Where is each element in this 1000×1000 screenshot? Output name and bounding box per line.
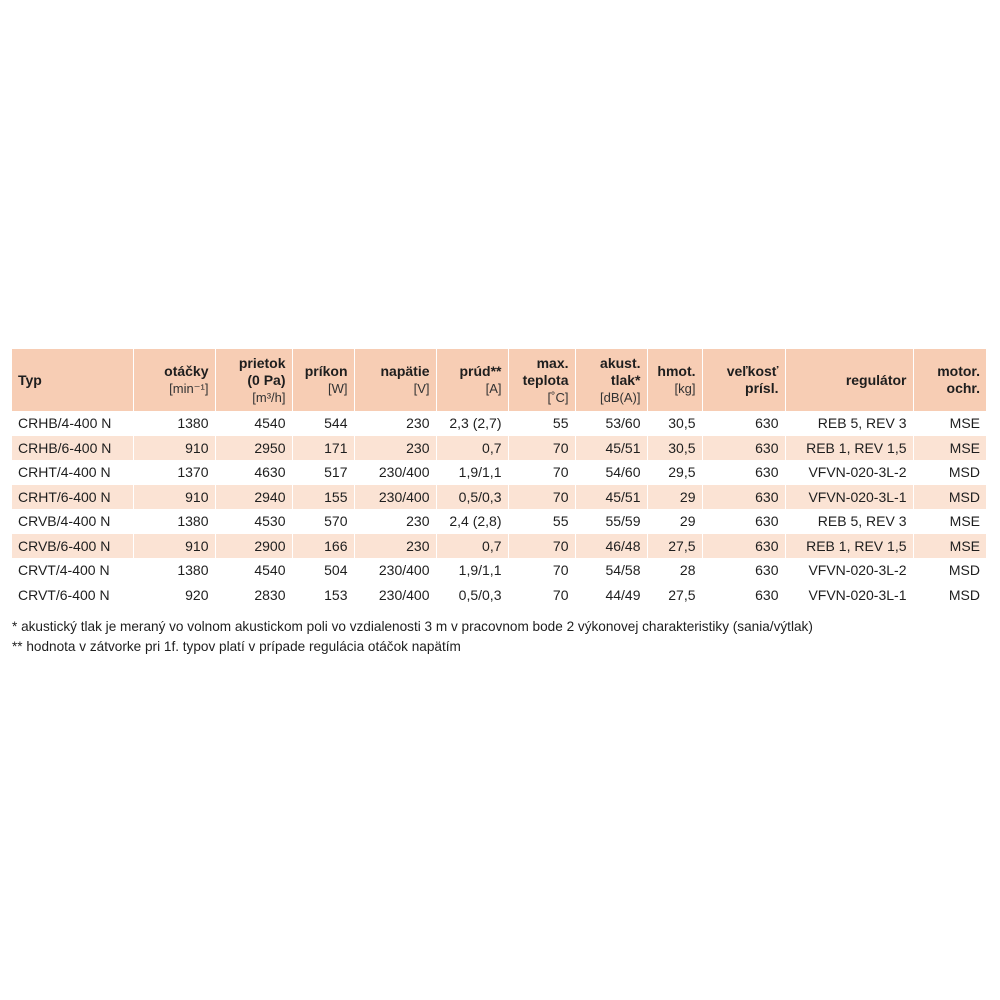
column-header [354, 349, 436, 411]
table-cell: VFVN-020-3L-2 [785, 558, 913, 583]
table-cell: 4630 [215, 460, 292, 485]
column-header-name: napätie [380, 363, 430, 379]
table-cell: MSE [913, 534, 986, 559]
table-cell: 45/51 [575, 436, 647, 461]
table-cell: 230 [354, 436, 436, 461]
table-header-row [12, 349, 986, 411]
table-cell: CRHT/6-400 N [12, 485, 133, 510]
column-header-unit: [W] [328, 381, 348, 396]
column-header-name: prúd** [459, 363, 502, 379]
column-header [508, 349, 575, 411]
table-cell: 29 [647, 509, 702, 534]
spec-table-wrap [12, 349, 986, 607]
table-cell: 910 [133, 485, 215, 510]
table-cell: 30,5 [647, 436, 702, 461]
footnotes [12, 617, 982, 657]
table-cell: 1380 [133, 558, 215, 583]
table-cell: 2,3 (2,7) [436, 411, 508, 436]
column-header-unit: [m³/h] [252, 389, 286, 405]
table-cell: 230/400 [354, 460, 436, 485]
table-cell: 630 [702, 534, 785, 559]
table-cell: MSD [913, 485, 986, 510]
table-cell: MSE [949, 513, 980, 530]
table-cell: 0,7 [436, 534, 508, 559]
table-cell: VFVN-020-3L-1 [785, 485, 913, 510]
table-cell: 0,5/0,3 [436, 485, 508, 510]
table-cell: REB 5, REV 3 [785, 509, 913, 534]
table-cell: 70 [508, 460, 575, 485]
table-cell: 54/60 [575, 460, 647, 485]
table-cell: 504 [292, 558, 354, 583]
table-cell: 30,5 [647, 411, 702, 436]
table-cell: MSE [913, 436, 986, 461]
table-cell: VFVN-020-3L-1 [785, 583, 913, 608]
table-cell: 46/48 [575, 534, 647, 559]
table-cell: 2830 [215, 583, 292, 608]
table-cell: CRVB/4-400 N [12, 509, 133, 534]
table-cell: 570 [292, 509, 354, 534]
table-cell: 55 [508, 509, 575, 534]
table-cell: 630 [702, 485, 785, 510]
table-cell: 2950 [215, 436, 292, 461]
table-cell: 45/51 [575, 485, 647, 510]
table-cell: 1370 [133, 460, 215, 485]
table-cell: 155 [292, 485, 354, 510]
table-row [12, 411, 986, 436]
column-header-name: veľkosť prísl. [726, 363, 779, 396]
column-header-name: max. teplota [522, 354, 569, 388]
table-cell: REB 1, REV 1,5 [785, 534, 913, 559]
column-header [575, 349, 647, 411]
table-cell: 0,5/0,3 [436, 583, 508, 608]
table-cell: 230 [354, 509, 436, 534]
table-cell: 171 [292, 436, 354, 461]
table-row [12, 509, 986, 534]
column-header-unit: [dB(A)] [600, 389, 641, 405]
table-cell: 70 [508, 485, 575, 510]
table-cell: 230/400 [354, 558, 436, 583]
table-cell: 630 [702, 436, 785, 461]
table-cell: 0,7 [436, 436, 508, 461]
table-cell: CRVT/6-400 N [12, 583, 133, 608]
column-header-name: regulátor [845, 371, 907, 388]
table-cell: 230 [354, 411, 436, 436]
table-row [12, 436, 986, 461]
table-cell: 4540 [215, 411, 292, 436]
table-cell: CRHT/4-400 N [12, 460, 133, 485]
table-cell: 166 [292, 534, 354, 559]
table-cell: 70 [508, 583, 575, 608]
table-cell: CRHB/4-400 N [12, 411, 133, 436]
table-cell: 920 [133, 583, 215, 608]
column-header-unit: [˚C] [547, 389, 569, 405]
column-header-name: hmot. [657, 363, 696, 379]
column-header-unit: [A] [485, 381, 502, 396]
table-cell: 1380 [133, 411, 215, 436]
table-cell: 910 [133, 534, 215, 559]
table-cell: 29,5 [647, 460, 702, 485]
table-cell: 55 [508, 411, 575, 436]
table-cell: MSD [948, 464, 980, 481]
column-header-unit: [min⁻¹] [169, 381, 209, 396]
table-cell: 2940 [215, 485, 292, 510]
table-cell: 55/59 [575, 509, 647, 534]
table-cell: 630 [702, 411, 785, 436]
column-header [702, 349, 785, 411]
table-cell: 70 [508, 558, 575, 583]
column-header-name: otáčky [164, 363, 209, 379]
table-cell: 2900 [215, 534, 292, 559]
table-cell: 230 [354, 534, 436, 559]
column-header [436, 349, 508, 411]
table-cell: VFVN-020-3L-2 [785, 460, 913, 485]
table-cell: 29 [647, 485, 702, 510]
column-header [12, 349, 133, 411]
column-header-name: Typ [18, 371, 42, 388]
table-row [12, 534, 986, 559]
table-row [12, 558, 986, 583]
table-cell: 27,5 [647, 583, 702, 608]
table-cell: MSD [948, 586, 980, 603]
footnote-acoustic: * akustický tlak je meraný vo volnom akustickom poli vo vzdialenosti 3 m v pracovnom bode 2 výkonovej charakteristiky (sania/výtlak) [12, 619, 813, 634]
footnote-current: ** hodnota v zátvorke pri 1f. typov platí v prípade regulácia otáčok napätím [12, 639, 461, 654]
table-cell: 1,9/1,1 [436, 460, 508, 485]
table-cell: 53/60 [575, 411, 647, 436]
table-body [12, 411, 986, 607]
table-cell: 54/58 [575, 558, 647, 583]
table-cell: 70 [508, 534, 575, 559]
column-header-name: akust. tlak* [600, 354, 641, 388]
column-header [292, 349, 354, 411]
table-row [12, 583, 986, 608]
table-cell: MSD [948, 562, 980, 579]
table-row [12, 485, 986, 510]
column-header [913, 349, 986, 411]
table-cell: REB 5, REV 3 [785, 411, 913, 436]
table-cell: 44/49 [575, 583, 647, 608]
column-header [215, 349, 292, 411]
table-cell: 630 [702, 460, 785, 485]
table-cell: 230/400 [354, 583, 436, 608]
table-row [12, 460, 986, 485]
table-cell: 28 [647, 558, 702, 583]
column-header [133, 349, 215, 411]
column-header-name: prietok (0 Pa) [238, 354, 286, 388]
table-cell: 517 [292, 460, 354, 485]
table-cell: REB 1, REV 1,5 [785, 436, 913, 461]
table-cell: 27,5 [647, 534, 702, 559]
table-cell: 230/400 [354, 485, 436, 510]
table-cell: 1380 [133, 509, 215, 534]
table-cell: CRVB/6-400 N [12, 534, 133, 559]
table-cell: 630 [702, 558, 785, 583]
table-cell: 4540 [215, 558, 292, 583]
table-cell: CRVT/4-400 N [12, 558, 133, 583]
table-cell: 910 [133, 436, 215, 461]
table-cell: 70 [508, 436, 575, 461]
spec-table [12, 349, 986, 607]
table-cell: 2,4 (2,8) [436, 509, 508, 534]
table-cell: 630 [702, 509, 785, 534]
table-cell: MSE [949, 415, 980, 432]
column-header [647, 349, 702, 411]
table-cell: CRHB/6-400 N [12, 436, 133, 461]
column-header [785, 349, 913, 411]
column-header-name: príkon [304, 363, 348, 379]
table-cell: 4530 [215, 509, 292, 534]
table-cell: 544 [292, 411, 354, 436]
column-header-name: motor. ochr. [937, 363, 980, 396]
column-header-unit: [V] [413, 381, 430, 396]
table-cell: 153 [292, 583, 354, 608]
table-cell: 1,9/1,1 [436, 558, 508, 583]
column-header-unit: [kg] [674, 381, 696, 396]
table-cell: 630 [702, 583, 785, 608]
